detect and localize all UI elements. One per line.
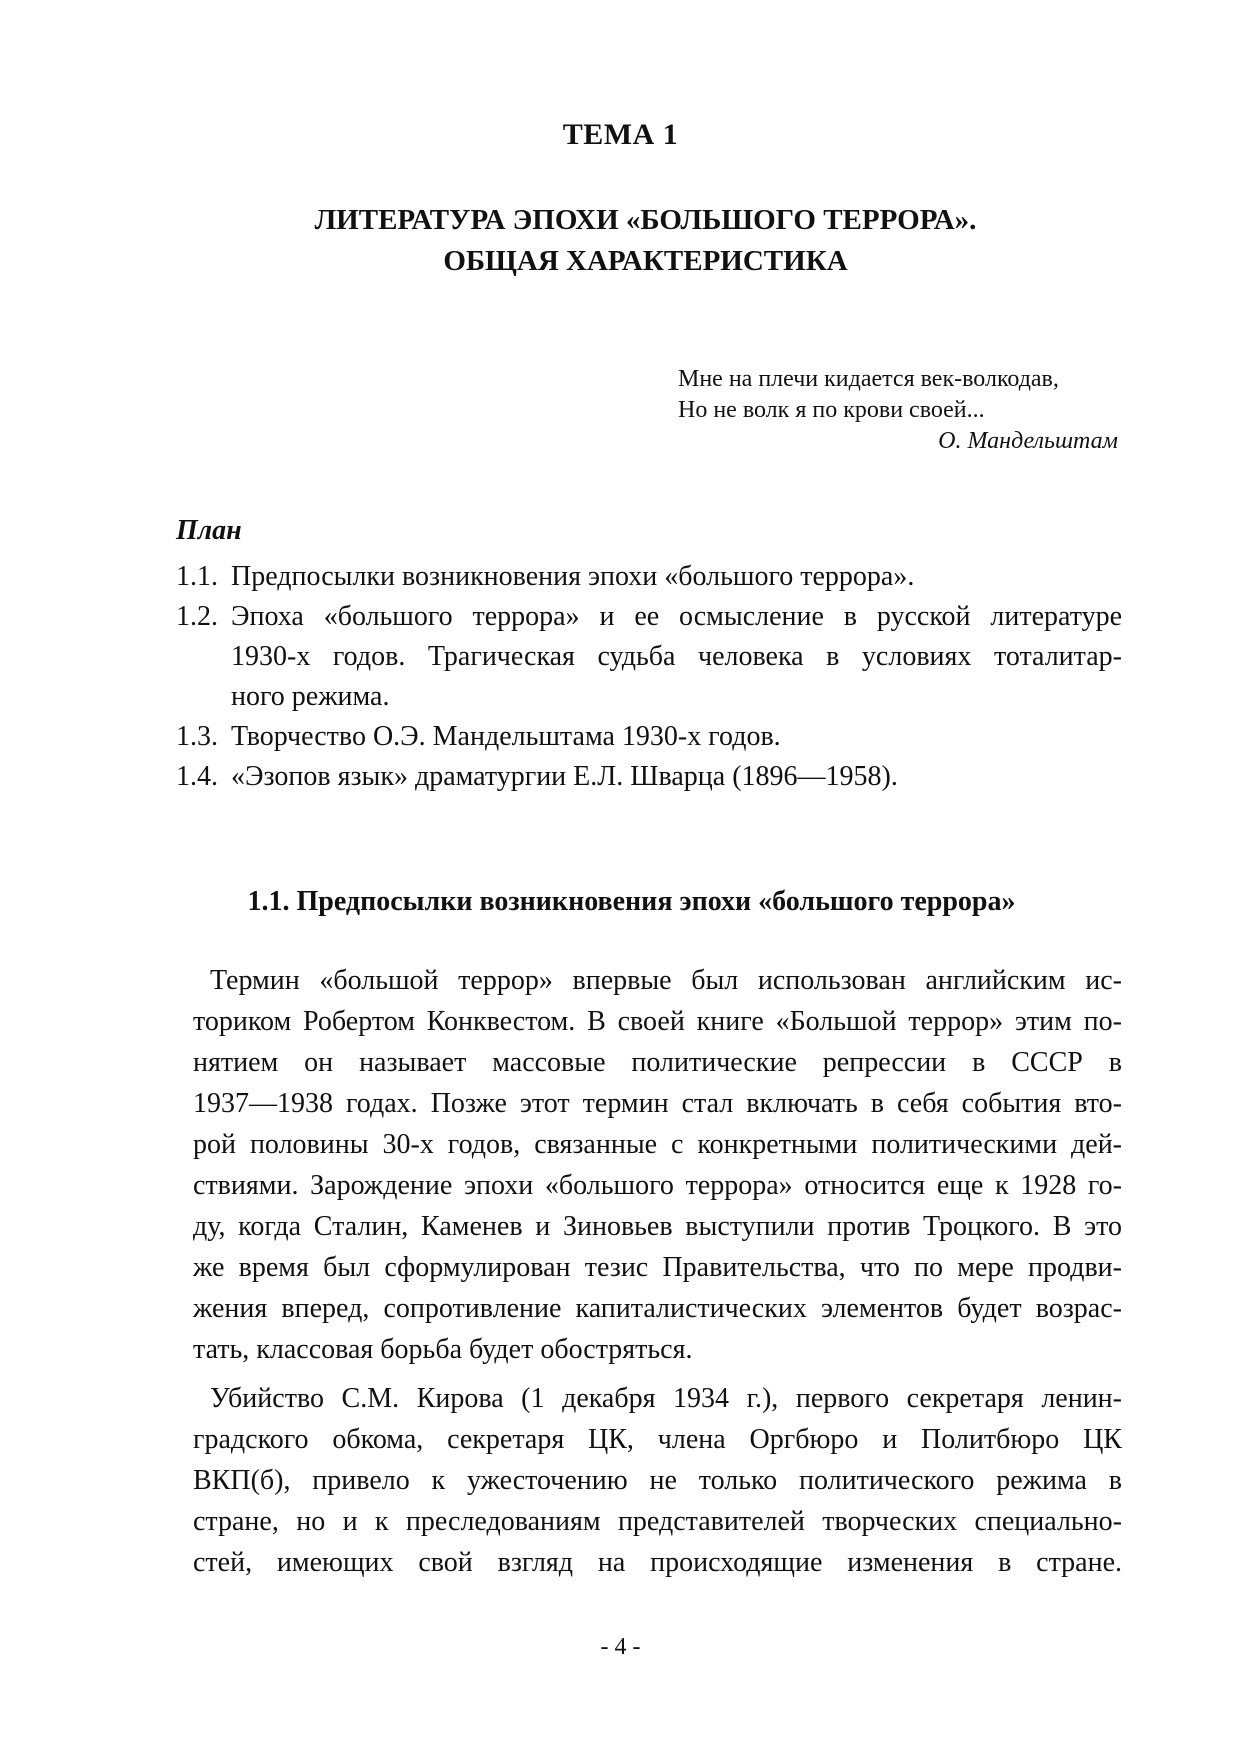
plan-item-text: Творчество О.Э. Мандельштама 1930-х годов. bbox=[231, 721, 781, 752]
text-line: стей, имеющих свой взгляд на происходящие изменения в стране. bbox=[193, 1547, 1122, 1578]
page-number: - 4 - bbox=[600, 1634, 641, 1660]
plan-item bbox=[176, 597, 1122, 717]
plan-item-text: ного режима. bbox=[231, 681, 390, 712]
text-line: ториком Робертом Конквестом. В своей книге «Большой террор» этим по- bbox=[193, 1006, 1122, 1037]
epigraph-author: О. Мандельштам bbox=[938, 428, 1118, 454]
text-line: 1937—1938 годах. Позже этот термин стал включать в себя события вто- bbox=[193, 1088, 1122, 1119]
plan-item-text: Эпоха «большого террора» и ее осмысление в русской литературе bbox=[231, 601, 1122, 632]
plan-item-number: 1.4. bbox=[176, 761, 218, 792]
text-line: Термин «большой террор» впервые был использован английским ис- bbox=[210, 965, 1122, 996]
text-line: градского обкома, секретаря ЦК, члена Оргбюро и Политбюро ЦК bbox=[193, 1424, 1122, 1455]
chapter-title-line-1: ЛИТЕРАТУРА ЭПОХИ «БОЛЬШОГО ТЕРРОРА». bbox=[314, 204, 977, 236]
plan-item-number: 1.1. bbox=[176, 561, 218, 592]
epigraph-line-2: Но не волк я по крови своей... bbox=[678, 397, 985, 423]
topic-label: ТЕМА 1 bbox=[562, 118, 679, 151]
text-line: жения вперед, сопротивление капиталистических элементов будет возрас- bbox=[193, 1293, 1122, 1324]
plan-item bbox=[176, 717, 1122, 757]
text-line: стране, но и к преследованиям представителей творческих специально- bbox=[193, 1506, 1122, 1537]
plan-item bbox=[176, 557, 1122, 597]
paragraph bbox=[176, 1378, 1122, 1583]
text-line: Убийство С.М. Кирова (1 декабря 1934 г.), первого секретаря ленин- bbox=[210, 1383, 1122, 1414]
text-line: ду, когда Сталин, Каменев и Зиновьев выступили против Троцкого. В это bbox=[193, 1211, 1122, 1242]
epigraph bbox=[678, 364, 1126, 457]
plan-item-number: 1.2. bbox=[176, 601, 218, 632]
text-line: рой половины 30-х годов, связанные с конкретными политическими дей- bbox=[193, 1129, 1122, 1160]
text-line: ствиями. Зарождение эпохи «большого террора» относится еще к 1928 го- bbox=[193, 1170, 1122, 1201]
body-text bbox=[176, 960, 1122, 1591]
paragraph bbox=[176, 960, 1122, 1370]
plan-item bbox=[176, 757, 1122, 797]
text-line: ВКП(б), привело к ужесточению не только политического режима в bbox=[193, 1465, 1122, 1496]
text-line: нятием он называет массовые политические репрессии в СССР в bbox=[193, 1047, 1122, 1078]
plan-item-text: 1930-х годов. Трагическая судьба человека в условиях тоталитар- bbox=[231, 641, 1122, 672]
chapter-title bbox=[0, 200, 1241, 282]
text-line: тать, классовая борьба будет обостряться. bbox=[193, 1334, 693, 1365]
text-line: же время был сформулирован тезис Правительства, что по мере продви- bbox=[193, 1252, 1122, 1283]
epigraph-line-1: Мне на плечи кидается век-волкодав, bbox=[678, 366, 1059, 392]
plan-item-text: Предпосылки возникновения эпохи «большого террора». bbox=[231, 561, 915, 592]
plan-item-number: 1.3. bbox=[176, 721, 218, 752]
plan-heading: План bbox=[176, 515, 242, 546]
chapter-title-line-2: ОБЩАЯ ХАРАКТЕРИСТИКА bbox=[443, 245, 848, 277]
plan-item-text: «Эзопов язык» драматургии Е.Л. Шварца (1896—1958). bbox=[231, 761, 898, 792]
plan-list bbox=[176, 557, 1122, 797]
section-heading: 1.1. Предпосылки возникновения эпохи «большого террора» bbox=[247, 886, 1016, 917]
